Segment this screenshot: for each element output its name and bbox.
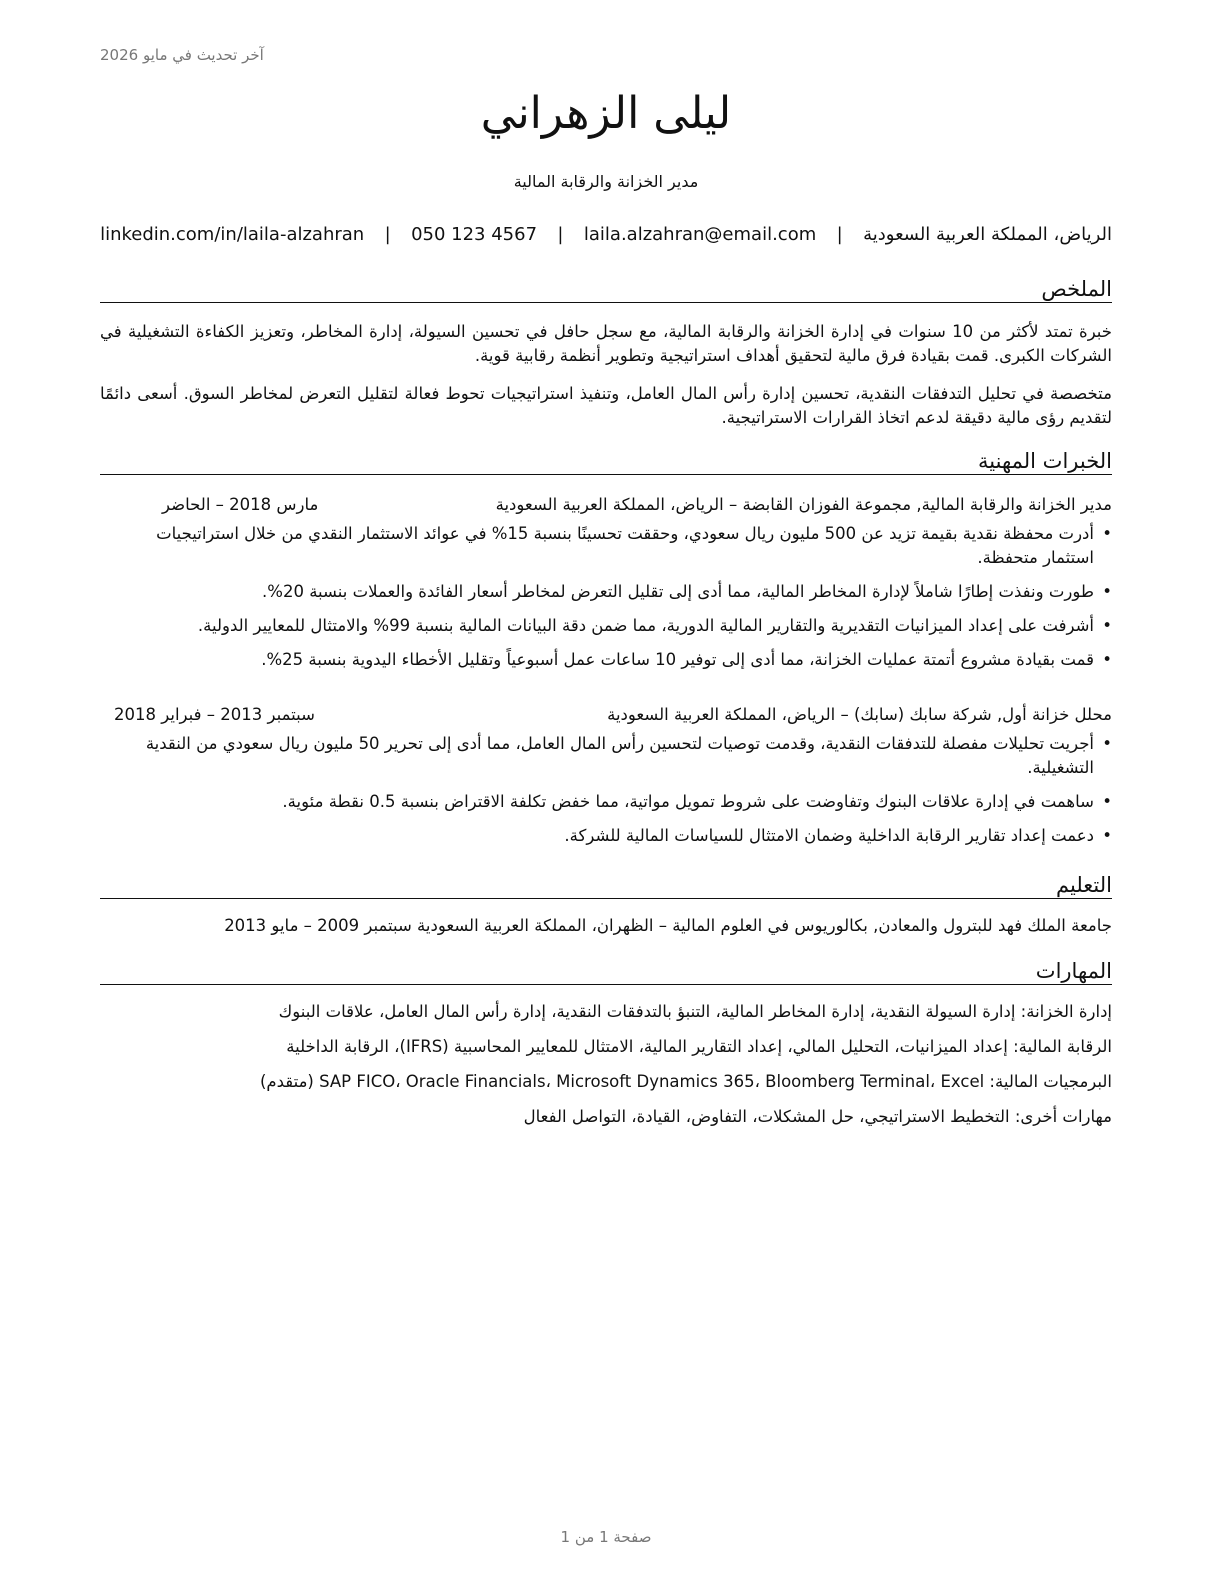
contact-separator: | (384, 224, 391, 245)
job-bullets-1 (100, 522, 1112, 682)
section-title-education: التعليم (100, 872, 1112, 899)
resume-page (100, 0, 1112, 1584)
skill-line: الرقابة المالية: إعداد الميزانيات، التحليل المالي، إعداد التقارير المالية، الامتثال للمعايير المحاسبية (IFRS)، الرقابة الداخلية (286, 1037, 1112, 1056)
contact-line (100, 224, 1112, 245)
page-number: صفحة 1 من 1 (560, 1528, 652, 1546)
contact-email[interactable]: laila.alzahran@email.com (583, 224, 817, 245)
job-dates: سبتمبر 2013 – فبراير 2018 (114, 705, 315, 724)
contact-separator: | (836, 224, 843, 245)
section-title-skills: المهارات (100, 958, 1112, 985)
contact-phone[interactable]: 050 123 4567 (411, 224, 538, 245)
section-title-experience: الخبرات المهنية (100, 448, 1112, 475)
skills-list (100, 1000, 1112, 1140)
list-item: • أجريت تحليلات مفصلة للتدفقات النقدية، وقدمت توصيات لتحسين رأس المال العامل، مما أدى إلى تحرير 50 مليون ريال سعودي من النقدية التشغيلية. (100, 732, 1112, 780)
list-item: • ساهمت في إدارة علاقات البنوك وتفاوضت على شروط تمويل مواتية، مما خفض تكلفة الاقتراض بنسبة 0.5 نقطة مئوية. (100, 790, 1112, 814)
job-title-company: محلل خزانة أول, شركة سابك (سابك) – الرياض، المملكة العربية السعودية (607, 705, 1112, 724)
skill-line: البرمجيات المالية: SAP FICO، Oracle Financials، Microsoft Dynamics 365، Bloomberg Terminal، Excel (متقدم) (259, 1072, 1112, 1091)
list-item: • أشرفت على إعداد الميزانيات التقديرية والتقارير المالية الدورية، مما ضمن دقة البيانات المالية بنسبة 99% والامتثال للمعايير الدولية. (100, 614, 1112, 638)
contact-separator: | (557, 224, 564, 245)
job-title-company: مدير الخزانة والرقابة المالية, مجموعة الفوزان القابضة – الرياض، المملكة العربية السعودية (495, 495, 1112, 514)
education-entry: جامعة الملك فهد للبترول والمعادن, بكالوريوس في العلوم المالية – الظهران، المملكة العربية السعودية سبتمبر 2009 – مايو 2013 (224, 916, 1112, 935)
candidate-name: ليلى الزهراني (480, 88, 732, 139)
list-item: • أدرت محفظة نقدية بقيمة تزيد عن 500 مليون ريال سعودي، وحققت تحسينًا بنسبة 15% في عوائد الاستثمار النقدي من خلال استراتيجيات استثمار متحفظة. (100, 522, 1112, 570)
contact-linkedin[interactable]: linkedin.com/in/laila-alzahran (100, 224, 365, 245)
list-item: • طورت ونفذت إطارًا شاملاً لإدارة المخاطر المالية، مما أدى إلى تقليل التعرض لمخاطر أسعار الفائدة والعملات بنسبة 20%. (100, 580, 1112, 604)
section-title-summary: الملخص (100, 276, 1112, 303)
skill-line: إدارة الخزانة: إدارة السيولة النقدية، إدارة المخاطر المالية، التنبؤ بالتدفقات النقدية، إدارة رأس المال العامل، علاقات البنوك (278, 1002, 1112, 1021)
skill-line: مهارات أخرى: التخطيط الاستراتيجي، حل المشكلات، التفاوض، القيادة، التواصل الفعال (523, 1107, 1112, 1126)
summary-paragraph-1: خبرة تمتد لأكثر من 10 سنوات في إدارة الخزانة والرقابة المالية، مع سجل حافل في تحسين السيولة، إدارة المخاطر، وتعزيز الكفاءة التشغيلية في الشركات الكبرى. قمت بقيادة فرق مالية لتحقيق أهداف استراتيجية وتطوير أنظمة رقابية قوية. (100, 322, 1112, 365)
contact-location: الرياض، المملكة العربية السعودية (863, 224, 1112, 245)
list-item: • قمت بقيادة مشروع أتمتة عمليات الخزانة، مما أدى إلى توفير 10 ساعات عمل أسبوعياً وتقليل الأخطاء اليدوية بنسبة 25%. (100, 648, 1112, 672)
candidate-job-title: مدير الخزانة والرقابة المالية (513, 172, 699, 191)
list-item: • دعمت إعداد تقارير الرقابة الداخلية وضمان الامتثال للسياسات المالية للشركة. (100, 824, 1112, 848)
job-bullets-2 (100, 732, 1112, 858)
summary-paragraph-2: متخصصة في تحليل التدفقات النقدية، تحسين إدارة رأس المال العامل، وتنفيذ استراتيجيات تحوط فعالة لتقليل التعرض لمخاطر السوق. أسعى دائمًا لتقديم رؤى مالية دقيقة لدعم اتخاذ القرارات الاستراتيجية. (100, 384, 1112, 427)
last-updated-note: آخر تحديث في مايو 2026 (100, 46, 264, 64)
job-dates: مارس 2018 – الحاضر (162, 495, 319, 514)
